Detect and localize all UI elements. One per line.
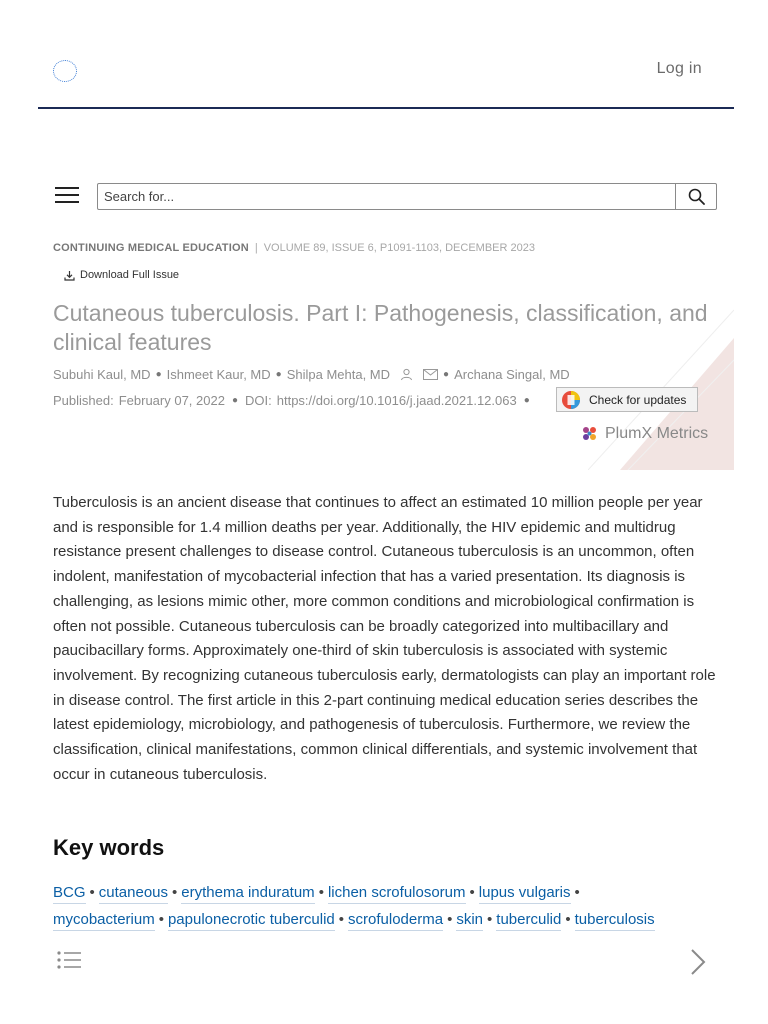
hamburger-menu-icon[interactable]	[55, 187, 79, 205]
keyword-bullet: •	[318, 884, 324, 901]
plumx-metrics-link[interactable]	[580, 425, 708, 443]
keywords-heading: Key words	[53, 835, 165, 860]
keyword-link[interactable]: erythema induratum	[181, 884, 314, 904]
pub-separator: ●	[231, 395, 238, 406]
keyword-link[interactable]: mycobacterium	[53, 911, 155, 931]
author-list	[53, 367, 570, 382]
search-icon	[688, 188, 705, 205]
table-of-contents-icon[interactable]	[56, 950, 82, 970]
author-separator: ●	[443, 369, 450, 380]
person-icon[interactable]	[400, 368, 413, 381]
top-header	[38, 0, 734, 109]
volume-info[interactable]: VOLUME 89, ISSUE 6, P1091-1103, DECEMBER 2023	[263, 242, 535, 254]
mail-icon[interactable]	[423, 369, 438, 380]
author-link[interactable]: Shilpa Mehta, MD	[286, 367, 391, 382]
keyword-bullet: •	[565, 910, 571, 928]
keyword-bullet: •	[158, 910, 164, 928]
keyword-bullet: •	[338, 910, 345, 928]
spinner-icon	[53, 60, 77, 82]
published-date: February 07, 2022	[118, 393, 225, 408]
keyword-link[interactable]: lupus vulgaris	[479, 884, 571, 904]
author-link[interactable]: Subuhi Kaul, MD	[53, 367, 151, 382]
plumx-label: PlumX Metrics	[605, 425, 709, 442]
author-link[interactable]: Ishmeet Kaur, MD	[166, 367, 271, 382]
author-separator: ●	[275, 369, 282, 380]
check-for-updates-icon	[561, 390, 581, 410]
keyword-bullet: •	[487, 910, 493, 928]
download-label: Download Full Issue	[80, 269, 180, 281]
keyword-bullet: •	[172, 884, 178, 901]
article-category[interactable]: CONTINUING MEDICAL EDUCATION	[53, 242, 249, 254]
keyword-bullet: •	[469, 884, 475, 901]
doi-label: DOI:	[245, 393, 272, 408]
search-input[interactable]	[98, 184, 676, 209]
keyword-bullet: •	[89, 884, 95, 901]
publication-info	[53, 393, 537, 408]
keyword-link[interactable]: lichen scrofulosorum	[328, 884, 466, 904]
keyword-link[interactable]: BCG	[53, 884, 86, 904]
author-separator: ●	[155, 369, 162, 380]
meta-separator: |	[254, 242, 258, 254]
article-meta	[53, 242, 535, 254]
keyword-link[interactable]: scrofuloderma	[348, 911, 443, 931]
keyword-link[interactable]: tuberculosis	[575, 911, 655, 931]
doi-link[interactable]: https://doi.org/10.1016/j.jaad.2021.12.063	[276, 393, 517, 408]
check-for-updates-button[interactable]	[556, 387, 698, 412]
abstract-text: Tuberculosis is an ancient disease that continues to affect an estimated 10 million people per year and is responsible for 1.4 million deaths per year. Additionally, the HIV epidemic and multidrug resistance present challenges to disease control. Cutaneous tuberculosis is an uncommon, often indolent, manifestation of mycobacterial infection that has a varied presentation. Its diagnosis is challenging, as lesions mimic other, more common conditions and microbiological confirmation is often not possible. Cutaneous tuberculosis can be broadly categorized into multibacillary and paucibacillary forms. Approximately one-third of skin tuberculosis is associated with systemic involvement. By recognizing cutaneous tuberculosis early, dermatologists can play an important role in disease control. The first article in this 2-part continuing medical education series describes the latest epidemiology, microbiology, and pathogenesis of tuberculosis. Furthermore, we review the classification, clinical manifestations, common clinical differentials, and systemic involvement that occur in cutaneous tuberculosis.	[53, 494, 716, 783]
published-label: Published:	[53, 393, 114, 408]
search-button[interactable]	[675, 184, 716, 209]
keyword-link[interactable]: cutaneous	[99, 884, 168, 904]
article-title: Cutaneous tuberculosis. Part I: Pathogenesis, classification, and clinical features	[53, 300, 708, 355]
keyword-bullet: •	[574, 884, 580, 901]
pub-separator: ●	[523, 395, 530, 406]
download-icon	[64, 270, 75, 281]
keyword-bullet: •	[447, 910, 453, 928]
keywords-list	[53, 880, 723, 933]
login-link[interactable]: Log in	[656, 60, 702, 77]
author-link[interactable]: Archana Singal, MD	[454, 367, 570, 382]
keyword-link[interactable]: skin	[456, 911, 483, 931]
keyword-link[interactable]: papulonecrotic tuberculid	[168, 911, 335, 931]
chevron-right-icon[interactable]	[688, 948, 708, 976]
keyword-link[interactable]: tuberculid	[496, 911, 561, 931]
search-bar	[97, 183, 717, 210]
check-for-updates-label: Check for updates	[589, 392, 687, 407]
download-full-issue-link[interactable]	[64, 269, 179, 281]
plumx-icon	[580, 425, 600, 443]
